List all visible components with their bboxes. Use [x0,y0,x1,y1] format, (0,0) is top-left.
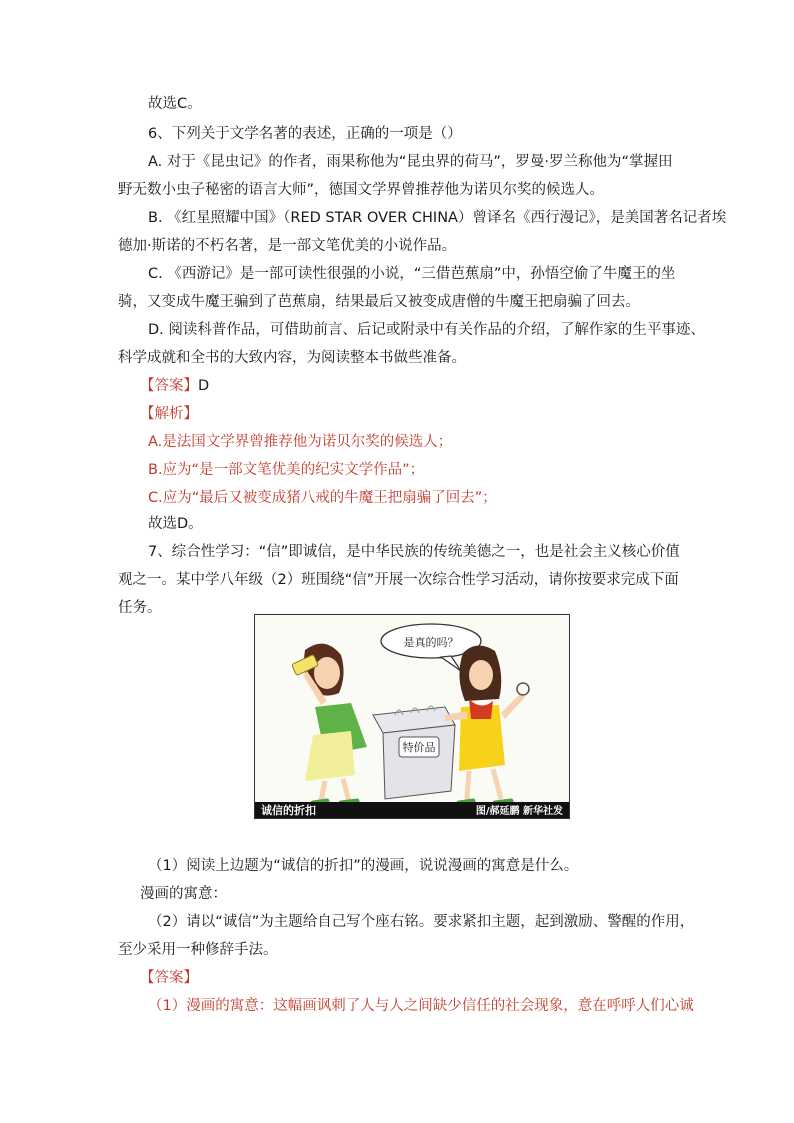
question-7-line3: 任务。 [118,600,162,616]
subtask-1: （1）阅读上边题为“诚信的折扣”的漫画，说说漫画的寓意是什么。 [148,858,579,874]
answer-label: 【答案】 [140,378,198,394]
special-offer-box [373,706,455,799]
analysis-label: 【解析】 [140,406,198,422]
option-b-line1: B. 《红星照耀中国》（RED STAR OVER CHINA）曾译名《西行漫记》，是美国著名记者埃 [148,210,727,226]
comic-illustration [254,614,570,819]
comic-drawing [255,615,569,818]
subtask-2-line1: （2）请以“诚信”为主题给自己写个座右铭。要求紧扣主题，起到激励、警醒的作用， [148,914,695,930]
question-7-line1: 7、综合性学习：“信”即诚信，是中华民族的传统美德之一，也是社会主义核心价值 [148,544,680,560]
option-a-line2: 野无数小虫子秘密的语言大师”，德国文学界曾推荐他为诺贝尔奖的候选人。 [118,182,605,198]
answer-2-text: （1）漫画的寓意：这幅画讽刺了人与人之间缺少信任的社会现象，意在呼呼人们心诚 [148,998,694,1014]
box-label: 特价品 [402,741,436,754]
conclusion-d: 故选D。 [148,516,203,532]
comic-caption-credit: 图/郝延鹏 新华社发 [475,806,563,817]
answer-value: D [198,378,210,394]
question-6: 6、下列关于文学名著的表述，正确的一项是（） [148,126,462,142]
answer-row [140,376,209,396]
option-d-line2: 科学成就和全书的大致内容，为阅读整本书做些准备。 [118,350,466,366]
answer-2-label: 【答案】 [140,970,198,986]
option-c-line2: 骑，又变成牛魔王骗到了芭蕉扇，结果最后又被变成唐僧的牛魔王把扇骗了回去。 [118,294,640,310]
analysis-c: C.应为“最后又被变成猪八戒的牛魔王把扇骗了回去”； [148,490,497,506]
option-d-line1: D. 阅读科普作品，可借助前言、后记或附录中有关作品的介绍，了解作家的生平事迹、 [148,322,705,338]
comic-caption-title: 诚信的折扣 [261,804,316,817]
option-a-line1: A. 对于《昆虫记》的作者，雨果称他为“昆虫界的荷马”，罗曼·罗兰称他为“掌握田 [148,154,673,170]
option-c-line1: C. 《西游记》是一部可读性很强的小说，“三借芭蕉扇”中，孙悟空偷了牛魔王的坐 [148,266,676,282]
analysis-b: B.应为“是一部文笔优美的纪实文学作品”； [148,462,425,478]
question-7-line2: 观之一。某中学八年级（2）班围绕“信”开展一次综合性学习活动，请你按要求完成下面 [118,572,679,588]
subtask-1-answer-label: 漫画的寓意： [140,886,227,902]
subtask-2-line2: 至少采用一种修辞手法。 [118,942,278,958]
analysis-a: A.是法国文学界曾推荐他为诺贝尔奖的候选人； [148,434,453,450]
option-b-line2: 德加·斯诺的不朽名著，是一部文笔优美的小说作品。 [118,238,457,254]
conclusion-c: 故选C。 [148,96,202,112]
bubble-text: 是真的吗？ [403,636,459,649]
